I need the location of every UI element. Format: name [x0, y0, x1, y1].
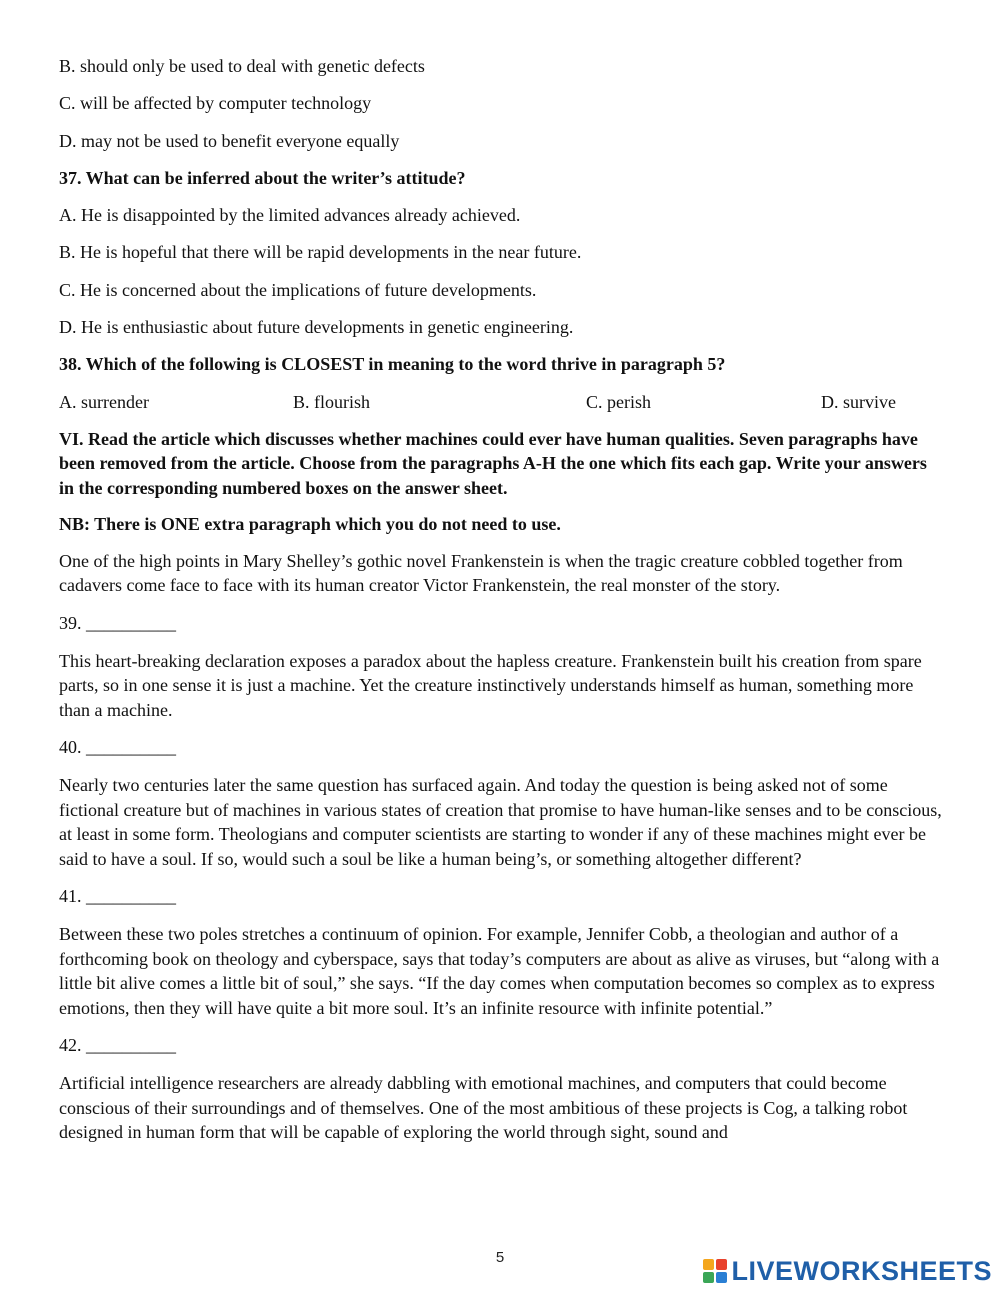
q36-option-d: D. may not be used to benefit everyone equally — [59, 130, 400, 151]
q38-option-a: A. surrender — [59, 391, 149, 412]
q37-option-a: A. He is disappointed by the limited advances already achieved. — [59, 205, 521, 226]
article-paragraph-5: Artificial intelligence researchers are already dabbling with emotional machines, and computers that could become conscious of their surroundings and of themselves. One of the most ambitious of these projects is Cog, a talking robot designed in human form that will be capable of exploring the world through sight, sound and — [59, 1073, 908, 1143]
q37-option-c: C. He is concerned about the implications of future developments. — [59, 279, 537, 300]
gap-42: 42. __________ — [59, 1035, 176, 1056]
liveworksheets-logo-text: LIVEWORKSHEETS — [731, 1255, 992, 1286]
gap-41: 41. __________ — [59, 886, 176, 907]
q37-question: 37. What can be inferred about the writer’s attitude? — [59, 167, 466, 188]
q38-option-d: D. survive — [821, 391, 896, 412]
page-number: 5 — [495, 1249, 505, 1266]
q38-options — [59, 390, 944, 427]
article-paragraph-2: This heart-breaking declaration exposes a paradox about the hapless creature. Frankenstein built his creation from spare parts, so in one sense it is just a machine. Yet the creature instinctively understands himself as human, something more than a machine. — [59, 650, 922, 720]
q38-option-b: B. flourish — [293, 391, 371, 412]
article-paragraph-1: One of the high points in Mary Shelley’s gothic novel Frankenstein is when the tragic creature cobbled together from cadavers come face to face with its human creator Victor Frankenstein, the real monster of the story. — [59, 550, 903, 596]
logo-square-icon — [703, 1272, 714, 1283]
logo-square-icon — [716, 1272, 727, 1283]
q37-option-d: D. He is enthusiastic about future developments in genetic engineering. — [59, 317, 574, 338]
section6-instruction: VI. Read the article which discusses whether machines could ever have human qualities. Seven paragraphs have been removed from the article. Choose from the paragraphs A-H the one which fits each gap. Write your answers in the corresponding numbered boxes on the answer sheet. — [59, 428, 927, 498]
liveworksheets-logo-icon — [703, 1259, 727, 1283]
worksheet-page — [59, 54, 944, 1158]
article-paragraph-4: Between these two poles stretches a continuum of opinion. For example, Jennifer Cobb, a theologian and author of a forthcoming book on theology and cyberspace, says that today’s computers are about as alive as viruses, but “along with a little bit alive comes a little bit of soul,” she says. “If the day comes when computation becomes so complex as to express emotions, then they will have quite a bit more soul. It’s an infinite resource with infinite potential.” — [59, 924, 940, 1018]
gap-40: 40. __________ — [59, 737, 176, 758]
liveworksheets-logo — [703, 1256, 992, 1286]
q37-option-b: B. He is hopeful that there will be rapid developments in the near future. — [59, 242, 582, 263]
q38-option-c: C. perish — [586, 391, 651, 412]
section6-note: NB: There is ONE extra paragraph which you do not need to use. — [59, 514, 561, 535]
gap-39: 39. __________ — [59, 612, 176, 633]
logo-square-icon — [703, 1259, 714, 1270]
q36-option-b: B. should only be used to deal with genetic defects — [59, 56, 425, 76]
logo-square-icon — [716, 1259, 727, 1270]
article-paragraph-3: Nearly two centuries later the same question has surfaced again. And today the question is being asked not of some fictional creature but of machines in various states of creation that promise to have human-like senses and to be conscious, at least in some form. Theologians and computer scientists are starting to wonder if any of these machines might ever be said to have a soul. If so, would such a soul be like a human being’s, or something altogether different? — [59, 775, 942, 869]
q38-question: 38. Which of the following is CLOSEST in meaning to the word thrive in paragraph 5? — [59, 354, 726, 375]
q36-option-c: C. will be affected by computer technology — [59, 93, 372, 114]
